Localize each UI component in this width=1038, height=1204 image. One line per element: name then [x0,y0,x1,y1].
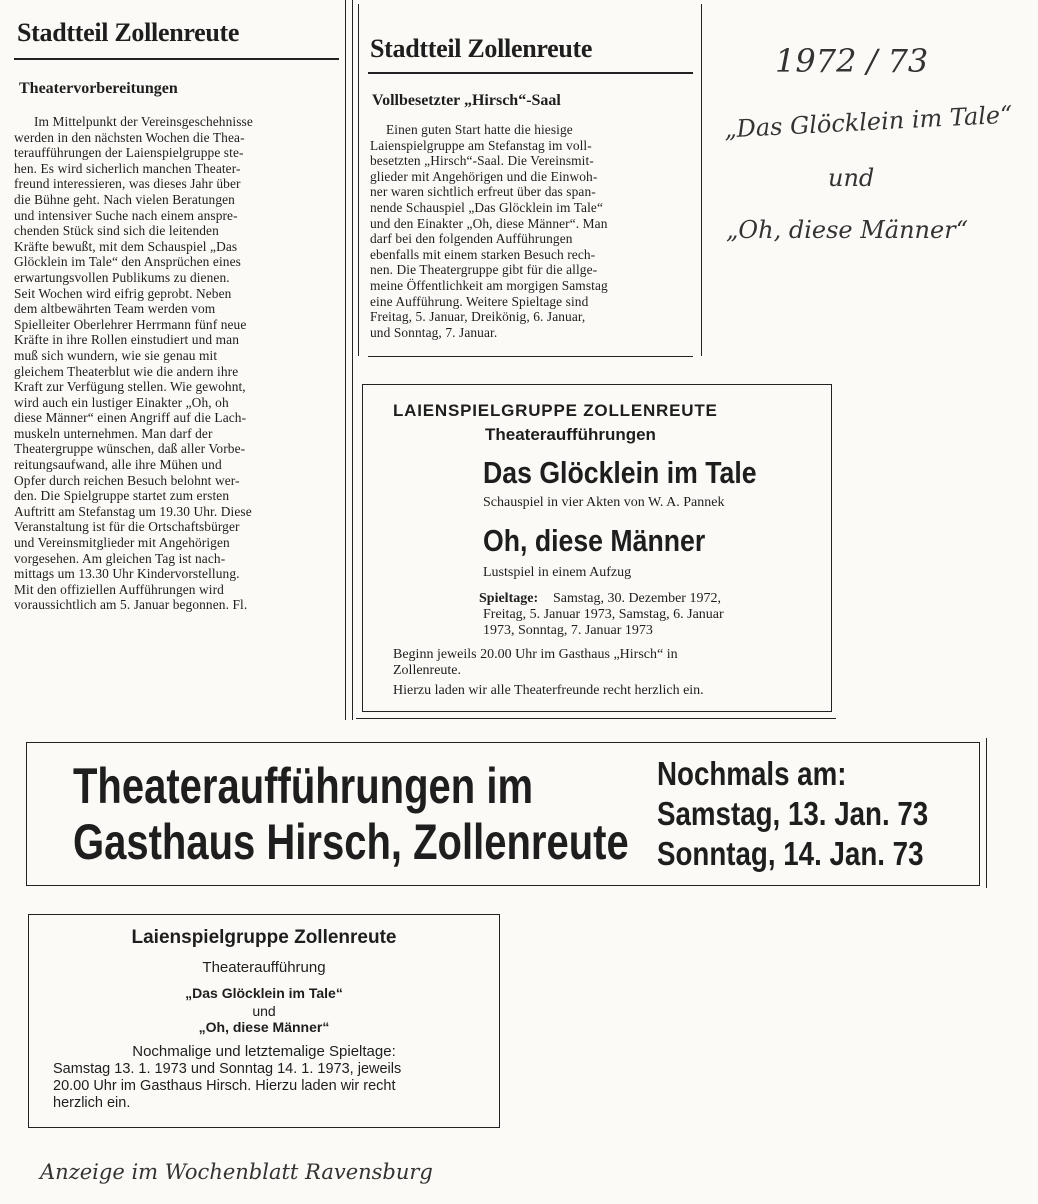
handwritten-title-1: „Das Glöcklein im Tale“ [723,100,1014,144]
article-body: Einen guten Start hatte die hiesige Laienspielgruppe am Stefanstag im voll- besetzten „Hirsch“-Saal. Die Vereinsmit- glieder mit Angehörigen und die Einwoh- ner waren sichtlich erfreut über das span- nende Schauspiel „Das Glöcklein im Tale“ und den Einakter „Oh, diese Männer“. Man darf bei den folgenden Aufführungen ebenfalls mit einem starken Besuch rech- nen. Die Theatergruppe gibt für die allge- meine Öffentlichkeit am morgigen Samstag eine Aufführung. Weitere Spieltage sind Freitag, 5. Januar, Dreikönig, 6. Januar, und Sonntag, 7. Januar. [370,122,608,340]
ad-dates-label: Spieltage: [479,591,539,606]
clip-border [358,4,359,356]
banner-line-2: Gasthaus Hirsch, Zollenreute [73,814,629,870]
ad-play1-desc: Schauspiel in vier Akten von W. A. Pannek [483,495,725,510]
clip-border [356,718,836,719]
ad-invite: Hierzu laden wir alle Theaterfreunde recht herzlich ein. [393,683,704,698]
ad-dates: Samstag, 30. Dezember 1972, Freitag, 5. Januar 1973, Samstag, 6. Januar 1973, Sonntag, 7. Januar 1973 [483,591,724,638]
advertisement-final [28,914,500,1128]
handwritten-title-2: „Oh, diese Männer“ [726,216,968,244]
article-subheading: Vollbesetzter „Hirsch“-Saal [372,92,561,109]
handwritten-source: Anzeige im Wochenblatt Ravensburg [40,1160,433,1184]
banner-date-1: Samstag, 13. Jan. 73 [657,795,929,832]
article-subheading: Theatervorbereitungen [19,80,178,97]
handwritten-year: 1972 / 73 [775,42,929,80]
banner-date-2: Sonntag, 14. Jan. 73 [657,835,924,872]
ad2-dates-intro: Nochmalige und letztemalige Spieltage: [132,1043,396,1060]
banner-ad [26,742,980,886]
heading-rule [14,58,339,60]
article-body: Im Mittelpunkt der Vereinsgeschehnisse werden in den nächsten Wochen die Thea- teraufführungen der Laienspielgruppe ste- hen. Es wird sicherlich manchen Theater- freund interessieren, was dieses Jahr über die Bühne geht. Nach vielen Beratungen und intensiver Suche nach einem anspre- chenden Stück sind sich die leitenden Kräfte bewußt, mit dem Schauspiel „Das Glöcklein im Tale“ den Ansprüchen eines erwartungsvollen Publikums zu dienen. Seit Wochen wird eifrig geprobt. Neben dem altbewährten Team werden vom Spielleiter Oberlehrer Herrmann fünf neue Kräfte in ihre Rollen einstudiert und man muß sich wundern, wie sie genau mit gleichem Theaterblut wie die andern ihre Kraft zur Verfügung stellen. Wie gewohnt, wird auch ein lustiger Einakter „Oh, oh diese Männer“ einen Angriff auf die Lach- muskeln unternehmen. Man darf der Theatergruppe wünschen, daß aller Vorbe- reitungsaufwand, alle ihre Mühen und Opfer durch reichen Besuch belohnt wer- den. Die Spielgruppe startet zum ersten Auftritt am Stefanstag um 19.30 Uhr. Diese Veranstaltung ist für die Ortschaftsbürger und Vereinsmitglieder mit Angehörigen vorgesehen. Am gleichen Tag ist nach- mittags um 13.30 Uhr Kindervorstellung. Mit den offiziellen Aufführungen wird voraussichtlich am 5. Januar begonnen. Fl. [14,114,253,613]
ad-play1-title: Das Glöcklein im Tale [483,455,757,490]
ad2-play1: „Das Glöcklein im Tale“ [185,985,343,1001]
clip-border [986,738,987,888]
article-hirsch-saal [358,0,703,362]
handwritten-and: und [828,164,875,192]
article-heading: Stadtteil Zollenreute [17,18,240,47]
column-rule [352,0,353,720]
clip-border [368,356,693,357]
ad-play2-title: Oh, diese Männer [483,523,706,558]
column-rule [345,0,346,720]
ad2-group-name: Laienspielgruppe Zollenreute [131,927,397,948]
advertisement-premiere [362,384,832,712]
ad2-kind: Theateraufführung [202,959,326,976]
ad-play2-desc: Lustspiel in einem Aufzug [483,565,632,580]
clip-border [701,4,702,356]
banner-nochmals: Nochmals am: [657,755,847,792]
ad-begin: Beginn jeweils 20.00 Uhr im Gasthaus „Hirsch“ in Zollenreute. [393,647,678,678]
ad2-and: und [252,1003,276,1019]
heading-rule [368,72,693,74]
ad2-dates: Samstag 13. 1. 1973 und Sonntag 14. 1. 1973, jeweils 20.00 Uhr im Gasthaus Hirsch. Hierzu laden wir recht herzlich ein. [53,1061,402,1111]
ad-kind: Theateraufführungen [485,425,656,444]
article-theatervorbereitungen [0,0,350,640]
ad2-play2: „Oh, diese Männer“ [198,1019,330,1035]
article-heading: Stadtteil Zollenreute [370,34,593,63]
banner-line-1: Theateraufführungen im [73,758,534,814]
ad-group-name: LAIENSPIELGRUPPE ZOLLENREUTE [393,401,718,420]
